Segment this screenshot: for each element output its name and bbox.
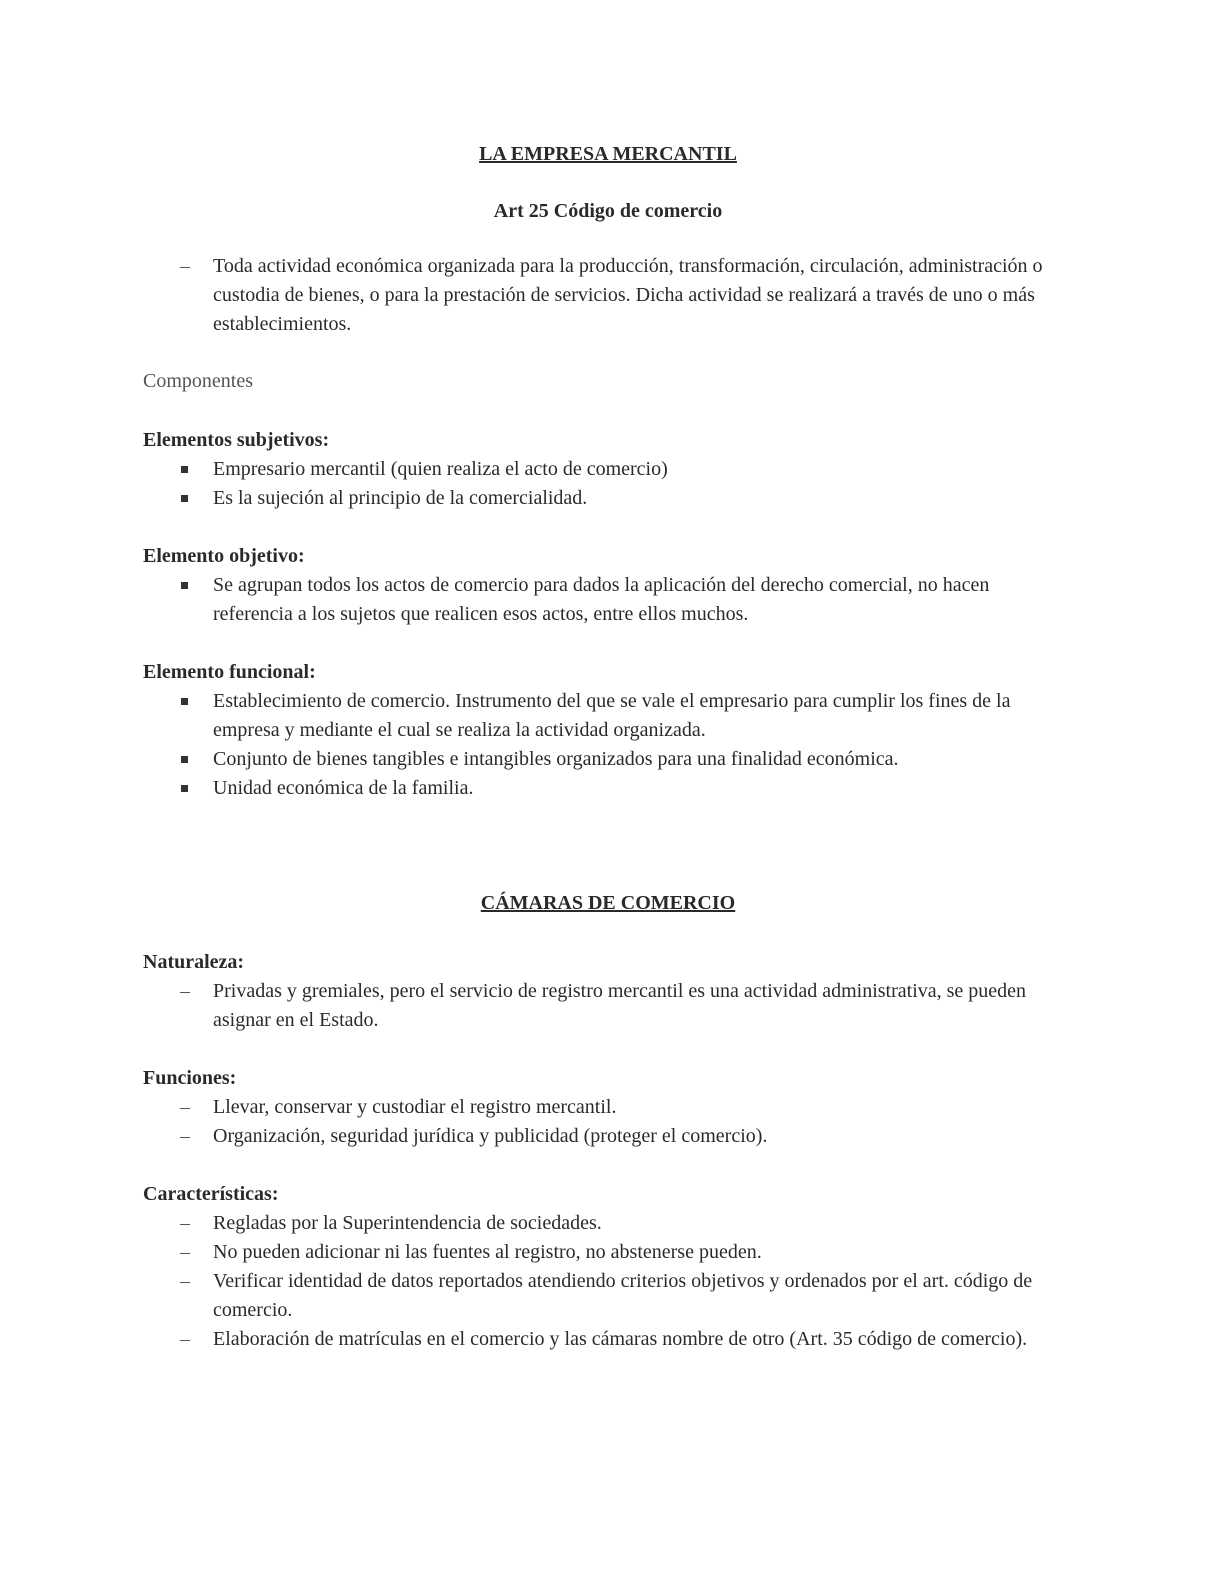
- list-item-text: Unidad económica de la familia.: [213, 777, 474, 799]
- section-list-nature: [143, 977, 1073, 1035]
- list-item: [143, 745, 1073, 774]
- section-heading-subjective: Elementos subjetivos:: [143, 429, 330, 451]
- list-item-text: Se agrupan todos los actos de comercio para dados la aplicación del derecho comercial, no hacen referencia a los sujetos que realicen esos actos, entre ellos muchos.: [213, 574, 990, 625]
- list-item-text: Empresario mercantil (quien realiza el acto de comercio): [213, 458, 668, 480]
- list-item-text: Llevar, conservar y custodiar el registro mercantil.: [213, 1096, 617, 1118]
- list-item: [143, 1093, 1073, 1122]
- section-heading-functional: Elemento funcional:: [143, 661, 316, 683]
- document-title: [143, 140, 1073, 169]
- dash-bullet-icon: [175, 1209, 195, 1238]
- list-item-text: Privadas y gremiales, pero el servicio de registro mercantil es una actividad administrativa, se pueden asignar en el Estado.: [213, 980, 1027, 1031]
- list-item-text: Regladas por la Superintendencia de sociedades.: [213, 1212, 602, 1234]
- dash-bullet-icon: [175, 1093, 195, 1122]
- dash-bullet-icon: [175, 1325, 195, 1354]
- section-title-chambers: CÁMARAS DE COMERCIO: [480, 892, 736, 914]
- section-heading-objective: Elemento objetivo:: [143, 545, 305, 567]
- list-item: [143, 1267, 1073, 1325]
- document-subtitle: Art 25 Código de comercio: [493, 200, 723, 222]
- document-title-text: LA EMPRESA MERCANTIL: [479, 143, 737, 165]
- dash-bullet-icon: [175, 252, 195, 281]
- section-heading-nature: Naturaleza:: [143, 951, 245, 973]
- list-item: [143, 774, 1073, 803]
- section-list-characteristics: [143, 1209, 1073, 1354]
- list-item-text: Conjunto de bienes tangibles e intangibles organizados para una finalidad económica.: [213, 748, 899, 770]
- list-item: [143, 484, 1073, 513]
- dash-bullet-icon: [175, 1238, 195, 1267]
- list-item: [143, 455, 1073, 484]
- list-item: [143, 687, 1073, 745]
- list-item: [143, 1238, 1073, 1267]
- intro-text: Toda actividad económica organizada para la producción, transformación, circulación, administración o custodia de bienes, o para la prestación de servicios. Dicha actividad se realizará a través de uno o más establecimientos.: [213, 255, 1043, 335]
- list-item-text: Establecimiento de comercio. Instrumento del que se vale el empresario para cumplir los fines de la empresa y mediante el cual se realiza la actividad organizada.: [213, 690, 1011, 741]
- list-item: [143, 1325, 1073, 1354]
- list-item: [143, 1209, 1073, 1238]
- section-list-functions: [143, 1093, 1073, 1151]
- section-list-objective: [143, 571, 1073, 629]
- dash-bullet-icon: [175, 1267, 195, 1296]
- list-item-text: Organización, seguridad jurídica y publicidad (proteger el comercio).: [213, 1125, 768, 1147]
- list-item: [143, 977, 1073, 1035]
- dash-bullet-icon: [175, 1122, 195, 1151]
- list-item-text: Elaboración de matrículas en el comercio y las cámaras nombre de otro (Art. 35 código de comercio).: [213, 1328, 1028, 1350]
- section-heading-functions: Funciones:: [143, 1067, 237, 1089]
- section-list-subjective: [143, 455, 1073, 513]
- document-content: [143, 140, 1073, 1354]
- dash-bullet-icon: [175, 977, 195, 1006]
- section-heading-characteristics: Características:: [143, 1183, 279, 1205]
- list-item-text: Verificar identidad de datos reportados atendiendo criterios objetivos y ordenados por el art. código de comercio.: [213, 1270, 1033, 1321]
- components-label: Componentes: [143, 370, 253, 392]
- list-item: [143, 1122, 1073, 1151]
- list-item-text: No pueden adicionar ni las fuentes al registro, no abstenerse pueden.: [213, 1241, 762, 1263]
- list-item-text: Es la sujeción al principio de la comercialidad.: [213, 487, 588, 509]
- list-item: [143, 571, 1073, 629]
- section-list-functional: [143, 687, 1073, 803]
- intro-list: [143, 252, 1073, 339]
- intro-item: [143, 252, 1073, 339]
